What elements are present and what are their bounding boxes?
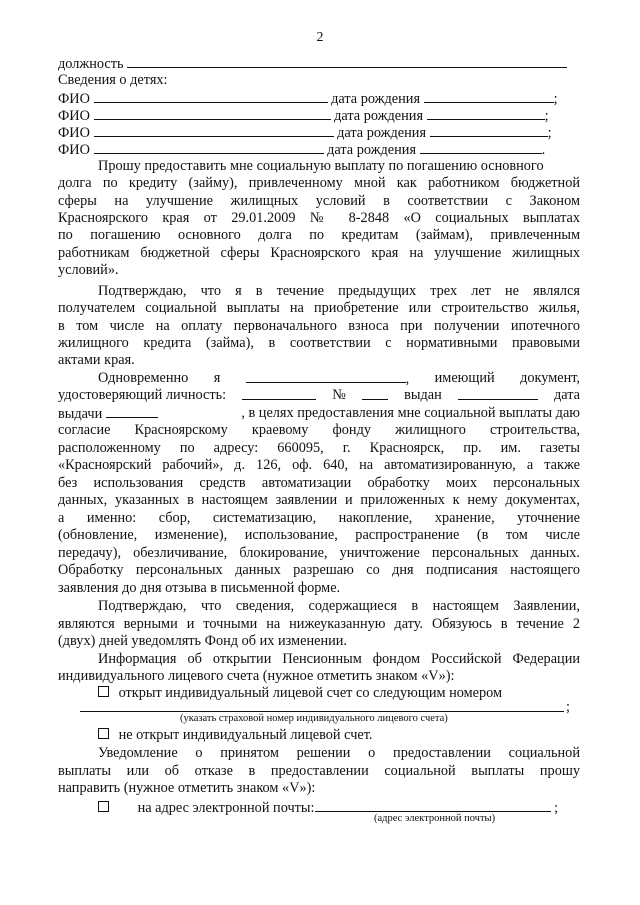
consent-line-2 bbox=[58, 387, 580, 404]
fio-blank[interactable] bbox=[94, 107, 331, 120]
consent-word: № bbox=[332, 387, 346, 403]
consent-line-3 bbox=[58, 405, 580, 423]
child-row bbox=[58, 107, 549, 125]
request-line: сферы на улучшение жилищных условий в соответствии с Законом bbox=[58, 193, 580, 209]
notify-line: выплаты или об отказе в предоставлении социальной выплаты прошу bbox=[58, 763, 580, 779]
document-number-blank[interactable] bbox=[362, 387, 388, 400]
request-line: по погашению основного долга по кредитам (займам), привлеченным bbox=[58, 227, 580, 243]
request-line: работникам бюджетной сферы Красноярского края на улучшение жилищных bbox=[58, 245, 580, 261]
consent-line: «Красноярский рабочий», д. 126, оф. 640, на автоматизированную, а также bbox=[58, 457, 580, 473]
request-line: условий». bbox=[58, 262, 119, 278]
dob-label: дата рождения bbox=[334, 108, 424, 124]
issued-by-blank[interactable] bbox=[458, 387, 538, 400]
email-checkbox[interactable] bbox=[98, 801, 109, 812]
row-end: ; bbox=[547, 125, 552, 141]
consent-word: документ, bbox=[520, 370, 580, 386]
row-end: . bbox=[541, 142, 546, 158]
confirm-line: Подтверждаю, что я в течение предыдущих трех лет не являлся bbox=[98, 283, 580, 299]
children-header: Сведения о детях: bbox=[58, 72, 168, 88]
option-opened-label: открыт индивидуальный лицевой счет со следующим номером bbox=[118, 685, 503, 701]
option-email-label: на адрес электронной почты: bbox=[137, 800, 315, 816]
opened-checkbox[interactable] bbox=[98, 686, 109, 697]
semicolon: ; bbox=[554, 800, 559, 816]
issue-date-blank[interactable] bbox=[106, 405, 158, 418]
consent-word: я bbox=[213, 370, 221, 386]
consent-word: Одновременно bbox=[98, 370, 189, 386]
dob-blank[interactable] bbox=[427, 107, 545, 120]
confirm-line: актами края. bbox=[58, 352, 135, 368]
consent-word: выдачи bbox=[58, 406, 103, 422]
pension-info-line: Информация об открытии Пенсионным фондом Российской Федерации bbox=[98, 651, 580, 667]
consent-line: расположенному по адресу: 660095, г. Красноярск, пр. им. газеты bbox=[58, 440, 580, 456]
notify-line: Уведомление о принятом решении о предоставлении социальной bbox=[98, 745, 580, 761]
child-row bbox=[58, 141, 545, 159]
option-not-opened-label: не открыт индивидуальный лицевой счет. bbox=[118, 727, 373, 743]
email-caption: (адрес электронной почты) bbox=[374, 813, 496, 824]
fio-blank[interactable] bbox=[94, 124, 334, 137]
consent-word: имеющий bbox=[434, 370, 495, 386]
child-row bbox=[58, 90, 558, 108]
option-account-opened bbox=[98, 685, 502, 702]
consent-line: (обновление, изменение), использование, распространение (в том числе bbox=[58, 527, 580, 543]
option-account-not-opened bbox=[98, 727, 373, 744]
dob-blank[interactable] bbox=[430, 124, 548, 137]
row-end: ; bbox=[553, 91, 558, 107]
email-blank[interactable] bbox=[315, 799, 551, 812]
row-end: ; bbox=[544, 108, 549, 124]
fio-label: ФИО bbox=[58, 125, 90, 141]
notify-line: направить (нужное отметить знаком «V»): bbox=[58, 780, 316, 796]
snils-caption: (указать страховой номер индивидуального лицевого счета) bbox=[180, 713, 448, 724]
snils-number-blank[interactable] bbox=[80, 711, 564, 712]
fio-label: ФИО bbox=[58, 142, 90, 158]
consent-comma: , bbox=[405, 371, 410, 387]
dob-blank[interactable] bbox=[420, 141, 542, 154]
consent-line: без использования средств автоматизации обработку моих персональных bbox=[58, 475, 580, 491]
not-opened-checkbox[interactable] bbox=[98, 728, 109, 739]
consent-word: , в целях предоставления мне социальной выплаты даю bbox=[241, 405, 580, 421]
truth-line: являются верными и точными на нижеуказанную дату. Обязуюсь в течение 2 bbox=[58, 616, 580, 632]
truth-line: (двух) дней уведомлять Фонд об их изменении. bbox=[58, 633, 347, 649]
request-line: Прошу предоставить мне социальную выплату по погашению основного bbox=[98, 158, 544, 174]
truth-line: Подтверждаю, что сведения, содержащиеся в настоящем Заявлении, bbox=[98, 598, 580, 614]
consent-word: дата bbox=[553, 387, 580, 403]
dob-label: дата рождения bbox=[337, 125, 427, 141]
dob-label: дата рождения bbox=[331, 91, 421, 107]
pension-info-line: индивидуального лицевого счета (нужное отметить знаком «V»): bbox=[58, 668, 455, 684]
semicolon: ; bbox=[566, 699, 570, 715]
document-type-blank[interactable] bbox=[242, 387, 316, 400]
consent-line-1 bbox=[58, 370, 580, 388]
request-line: долга по кредиту (займу), привлеченному мной как работником бюджетной bbox=[58, 175, 580, 191]
consent-line: согласие Красноярскому краевому фонду жилищного строительства, bbox=[58, 422, 580, 438]
consent-line: заявления до дня отзыва в письменной форме. bbox=[58, 580, 341, 596]
dob-blank[interactable] bbox=[424, 90, 554, 103]
position-blank[interactable] bbox=[127, 55, 567, 68]
page-number: 2 bbox=[316, 30, 324, 45]
request-line: Красноярского края от 29.01.2009 № 8-2848 «О социальных выплатах bbox=[58, 210, 580, 226]
position-label: должность bbox=[58, 56, 124, 72]
fio-label: ФИО bbox=[58, 108, 90, 124]
position-field bbox=[58, 55, 567, 73]
dob-label: дата рождения bbox=[327, 142, 417, 158]
consent-line: данных, указанных в настоящем заявлении и приложенных к нему документах, bbox=[58, 492, 580, 508]
confirm-line: в том числе на оплату первоначального взноса при получении ипотечного bbox=[58, 318, 580, 334]
consent-line: Обработку персональных данных разрешаю со дня подписания настоящего bbox=[58, 562, 580, 578]
fio-label: ФИО bbox=[58, 91, 90, 107]
consent-word: удостоверяющий личность: bbox=[58, 387, 227, 403]
consent-line: передачу), обезличивание, блокирование, уничтожение персональных данных. bbox=[58, 545, 580, 561]
applicant-name-blank[interactable] bbox=[246, 370, 406, 383]
confirm-line: получателем социальной выплаты на приобретение или строительство жилья, bbox=[58, 300, 580, 316]
child-row bbox=[58, 124, 552, 142]
consent-word: выдан bbox=[404, 387, 442, 403]
fio-blank[interactable] bbox=[94, 90, 328, 103]
confirm-line: жилищного кредита (займа), в соответствии с нормативными правовыми bbox=[58, 335, 580, 351]
consent-line: а именно: сбор, систематизацию, накопление, хранение, уточнение bbox=[58, 510, 580, 526]
fio-blank[interactable] bbox=[94, 141, 324, 154]
